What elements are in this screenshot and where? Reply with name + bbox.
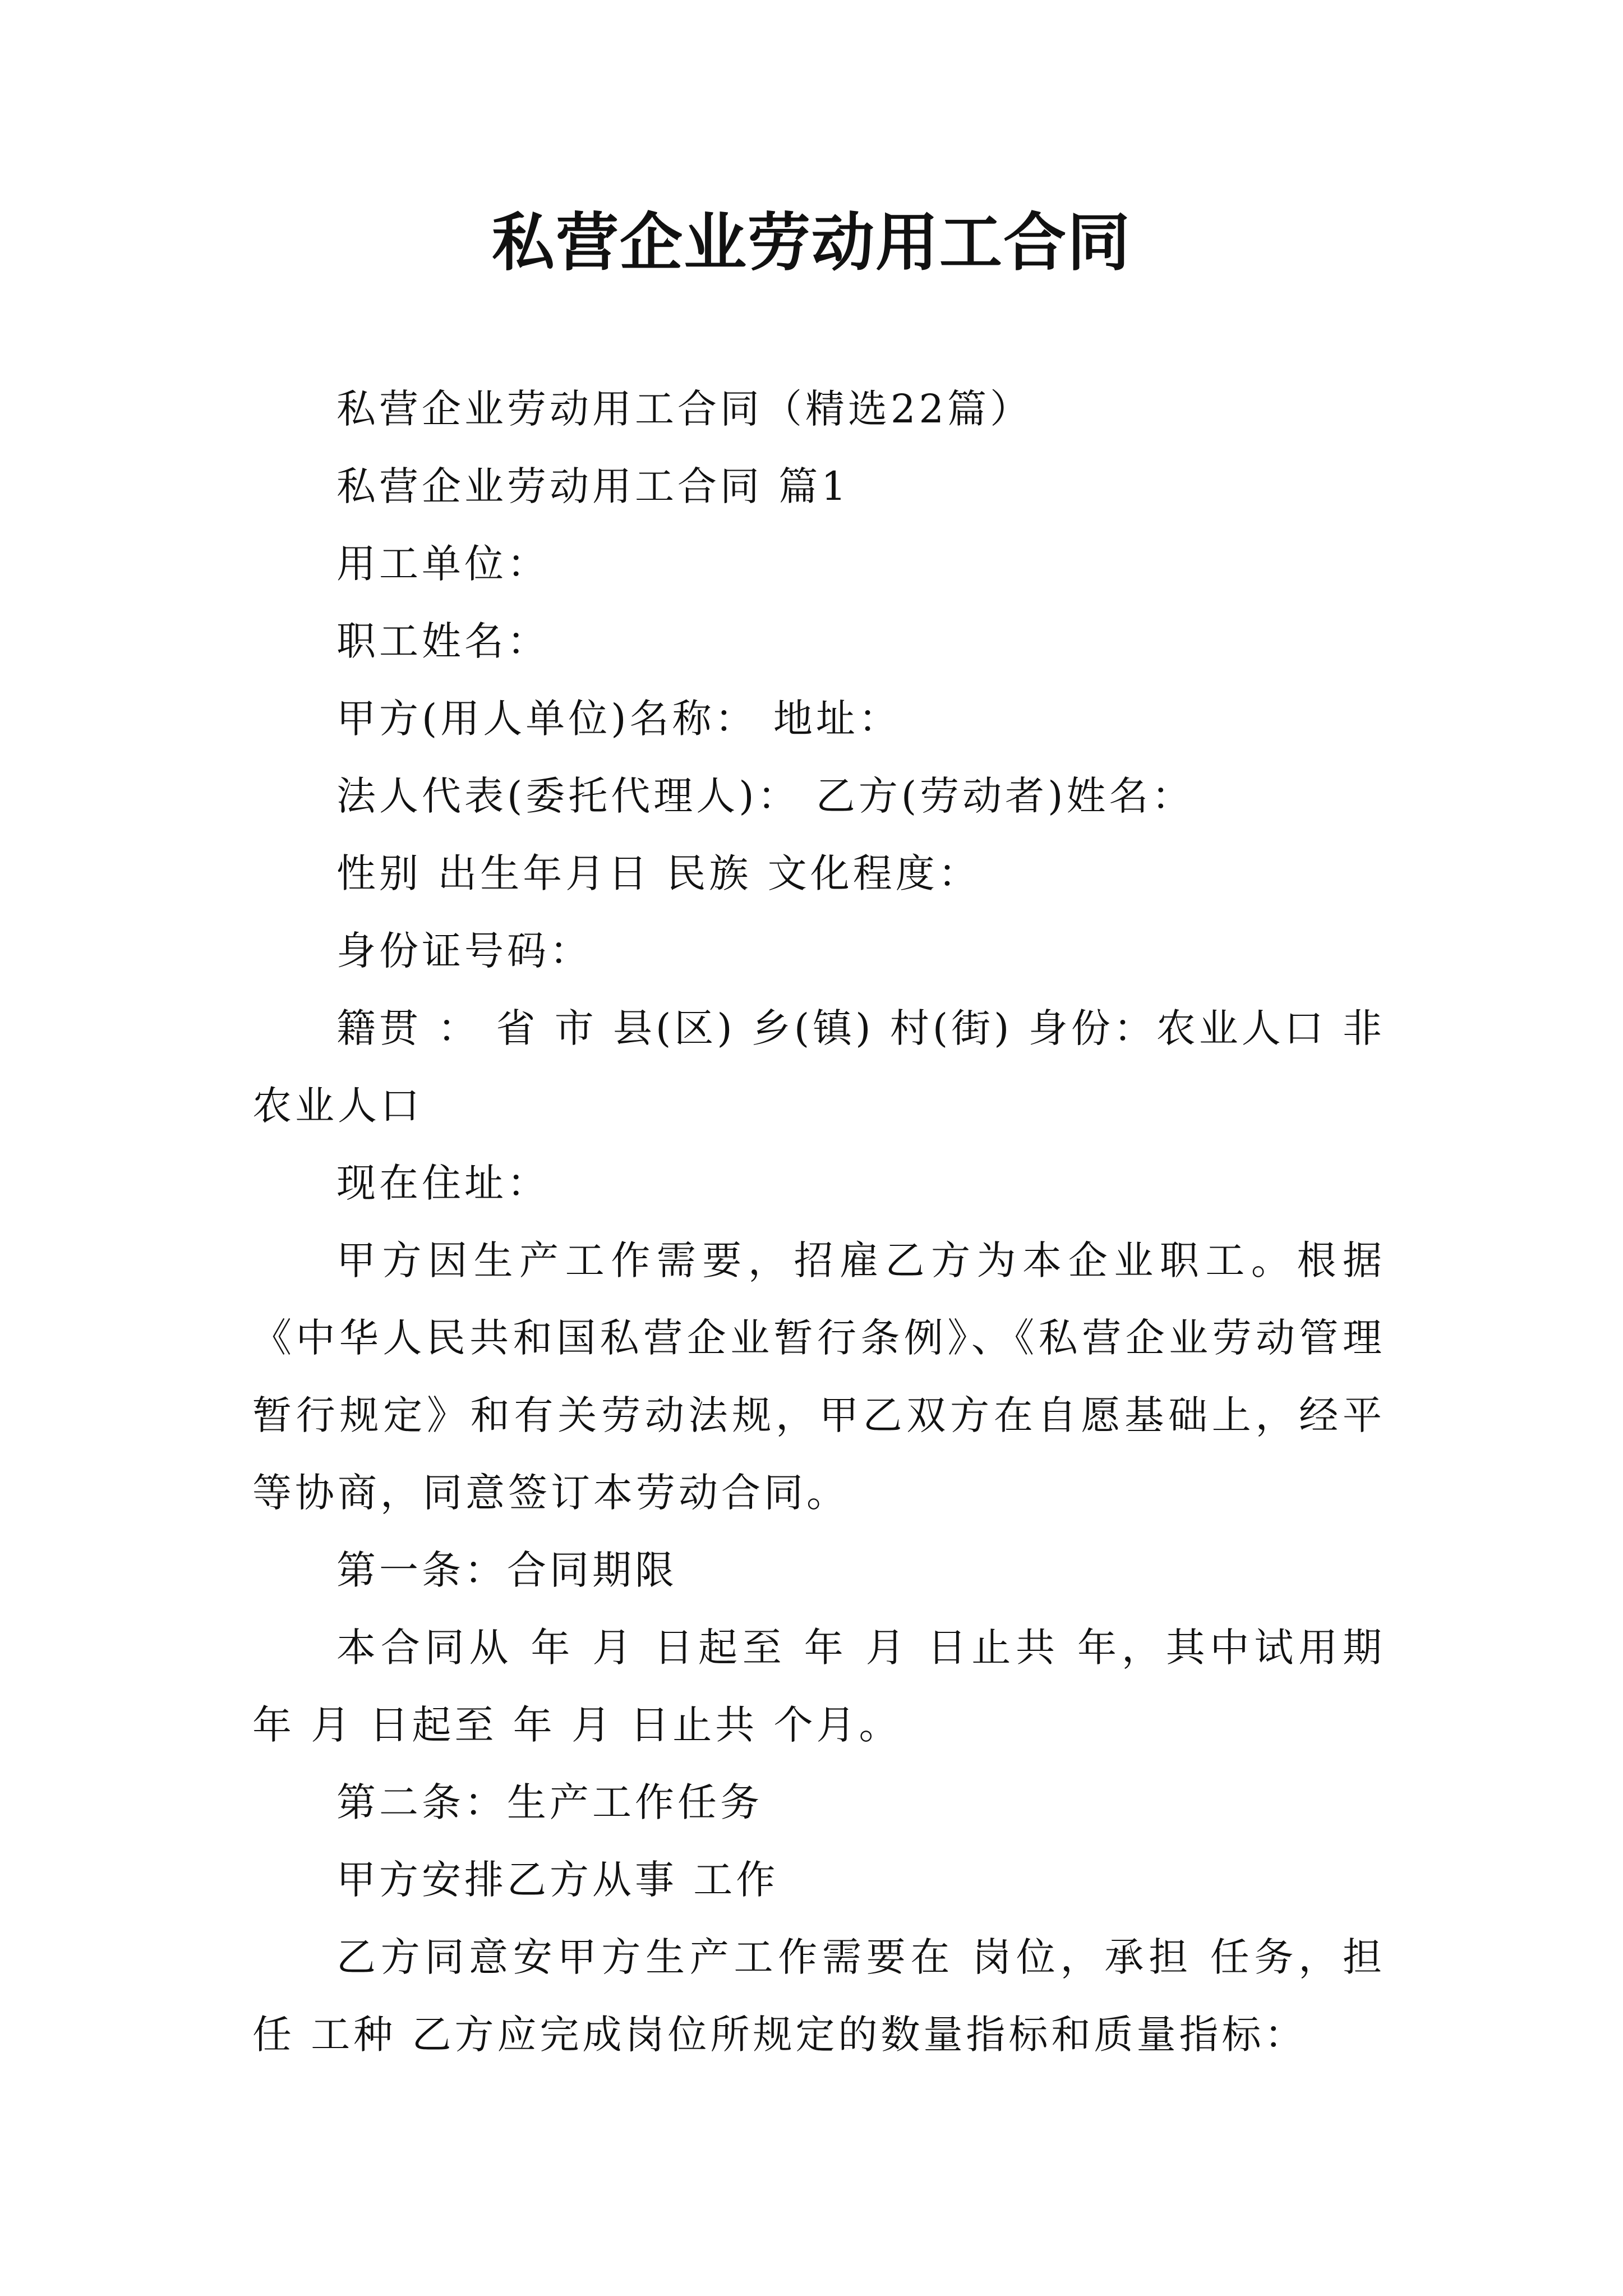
document-body: [252, 370, 1385, 2073]
employer-field: 用工单位：: [336, 541, 550, 587]
current-address-field: 现在住址：: [336, 1160, 550, 1206]
article-2-text-2: 乙方同意安甲方生产工作需要在 岗位，承担 任务，担任 工种 乙方应完成岗位所规定的数量指标和质量指标：: [252, 1934, 1385, 2058]
party-a-field: 甲方(用人单位)名称： 地址：: [336, 696, 901, 742]
section-heading: 私营企业劳动用工合同 篇1: [336, 463, 850, 509]
employee-name-field: 职工姓名：: [336, 618, 550, 664]
id-number-field: 身份证号码：: [336, 928, 592, 974]
native-place-field: 籍贯 ： 省 市 县(区) 乡(镇) 村(街) 身份：农业人口 非农业人口: [252, 1005, 1385, 1129]
article-1-heading: 第一条：合同期限: [336, 1547, 677, 1593]
collection-heading: 私营企业劳动用工合同（精选22篇）: [336, 386, 1033, 432]
legal-representative-field: 法人代表(委托代理人)： 乙方(劳动者)姓名：: [336, 773, 1195, 819]
document-title: 私营企业劳动用工合同: [492, 206, 1131, 279]
personal-info-field: 性别 出生年月日 民族 文化程度：: [336, 850, 981, 896]
preamble-paragraph: 甲方因生产工作需要，招雇乙方为本企业职工。根据《中华人民共和国私营企业暂行条例》、《私营企业劳动管理暂行规定》和有关劳动法规，甲乙双方在自愿基础上，经平等协商，同意签订本劳动合同。: [252, 1237, 1385, 1516]
article-2-text-1: 甲方安排乙方从事 工作: [336, 1857, 779, 1903]
article-1-text: 本合同从 年 月 日起至 年 月 日止共 年，其中试用期 年 月 日起至 年 月 日止共 个月。: [252, 1625, 1385, 1748]
article-2-heading: 第二条：生产工作任务: [336, 1779, 763, 1825]
